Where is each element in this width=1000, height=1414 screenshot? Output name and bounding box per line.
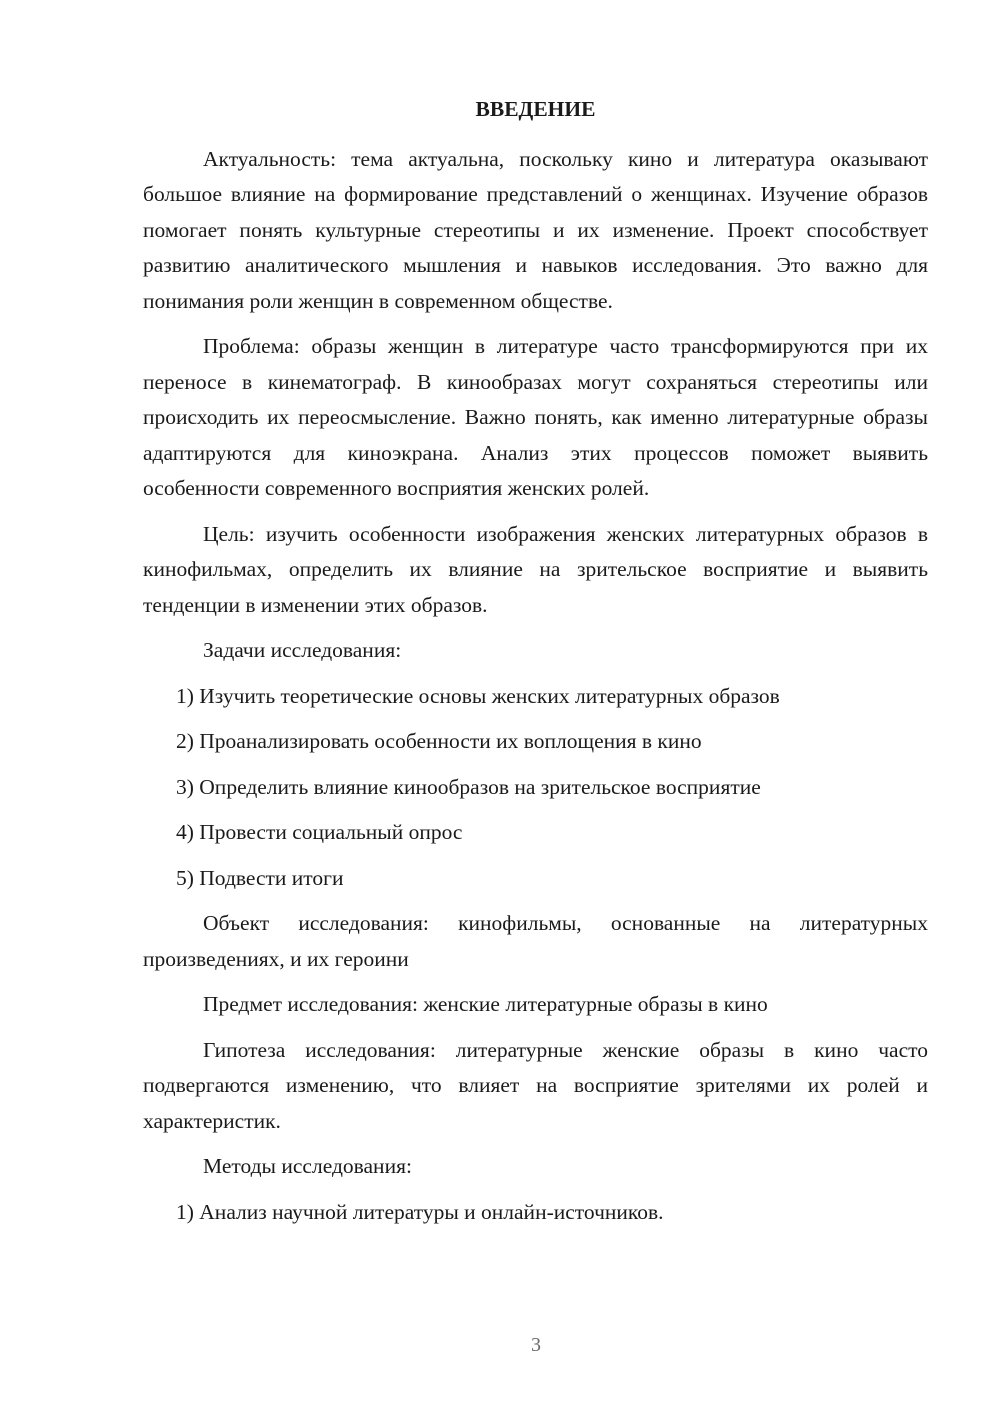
document-page [143, 92, 928, 1240]
task-item: 1) Изучить теоретические основы женских литературных образов [176, 683, 780, 708]
methods-heading: Методы исследования: [203, 1154, 412, 1178]
relevance-paragraph: Актуальность: тема актуальна, поскольку кино и литература оказывают большое влияние на формирование представлений о женщинах. Изучение образов помогает понять культурные стереотипы и их изменение. Проект способствует развитию аналитического мышления и навыков исследования. Это важно для понимания роли женщин в современном обществе. [143, 146, 928, 313]
page-number: 3 [531, 1334, 541, 1356]
task-item: 5) Подвести итоги [176, 865, 344, 890]
tasks-heading: Задачи исследования: [203, 638, 402, 662]
section-title: ВВЕДЕНИЕ [475, 97, 596, 121]
task-item: 4) Провести социальный опрос [176, 820, 463, 844]
hypothesis-paragraph: Гипотеза исследования: литературные женские образы в кино часто подвергаются изменению, что влияет на восприятие зрителями их ролей и характеристик. [143, 1037, 928, 1133]
task-item: 2) Проанализировать особенности их воплощения в кино [176, 729, 702, 753]
subject-paragraph: Предмет исследования: женские литературные образы в кино [203, 992, 768, 1016]
goal-paragraph: Цель: изучить особенности изображения женских литературных образов в кинофильмах, определить их влияние на зрительское восприятие и выявить тенденции в изменении этих образов. [143, 521, 928, 617]
method-item: 1) Анализ научной литературы и онлайн-источников. [176, 1199, 664, 1224]
object-paragraph: Объект исследования: кинофильмы, основанные на литературных произведениях, и их героини [143, 911, 928, 971]
problem-paragraph: Проблема: образы женщин в литературе часто трансформируются при их переносе в кинематограф. В кинообразах могут сохраняться стереотипы или происходить их переосмысление. Важно понять, как именно литературные образы адаптируются для киноэкрана. Анализ этих процессов поможет выявить особенности современного восприятия женских ролей. [143, 334, 928, 500]
task-item: 3) Определить влияние кинообразов на зрительское восприятие [176, 774, 761, 799]
